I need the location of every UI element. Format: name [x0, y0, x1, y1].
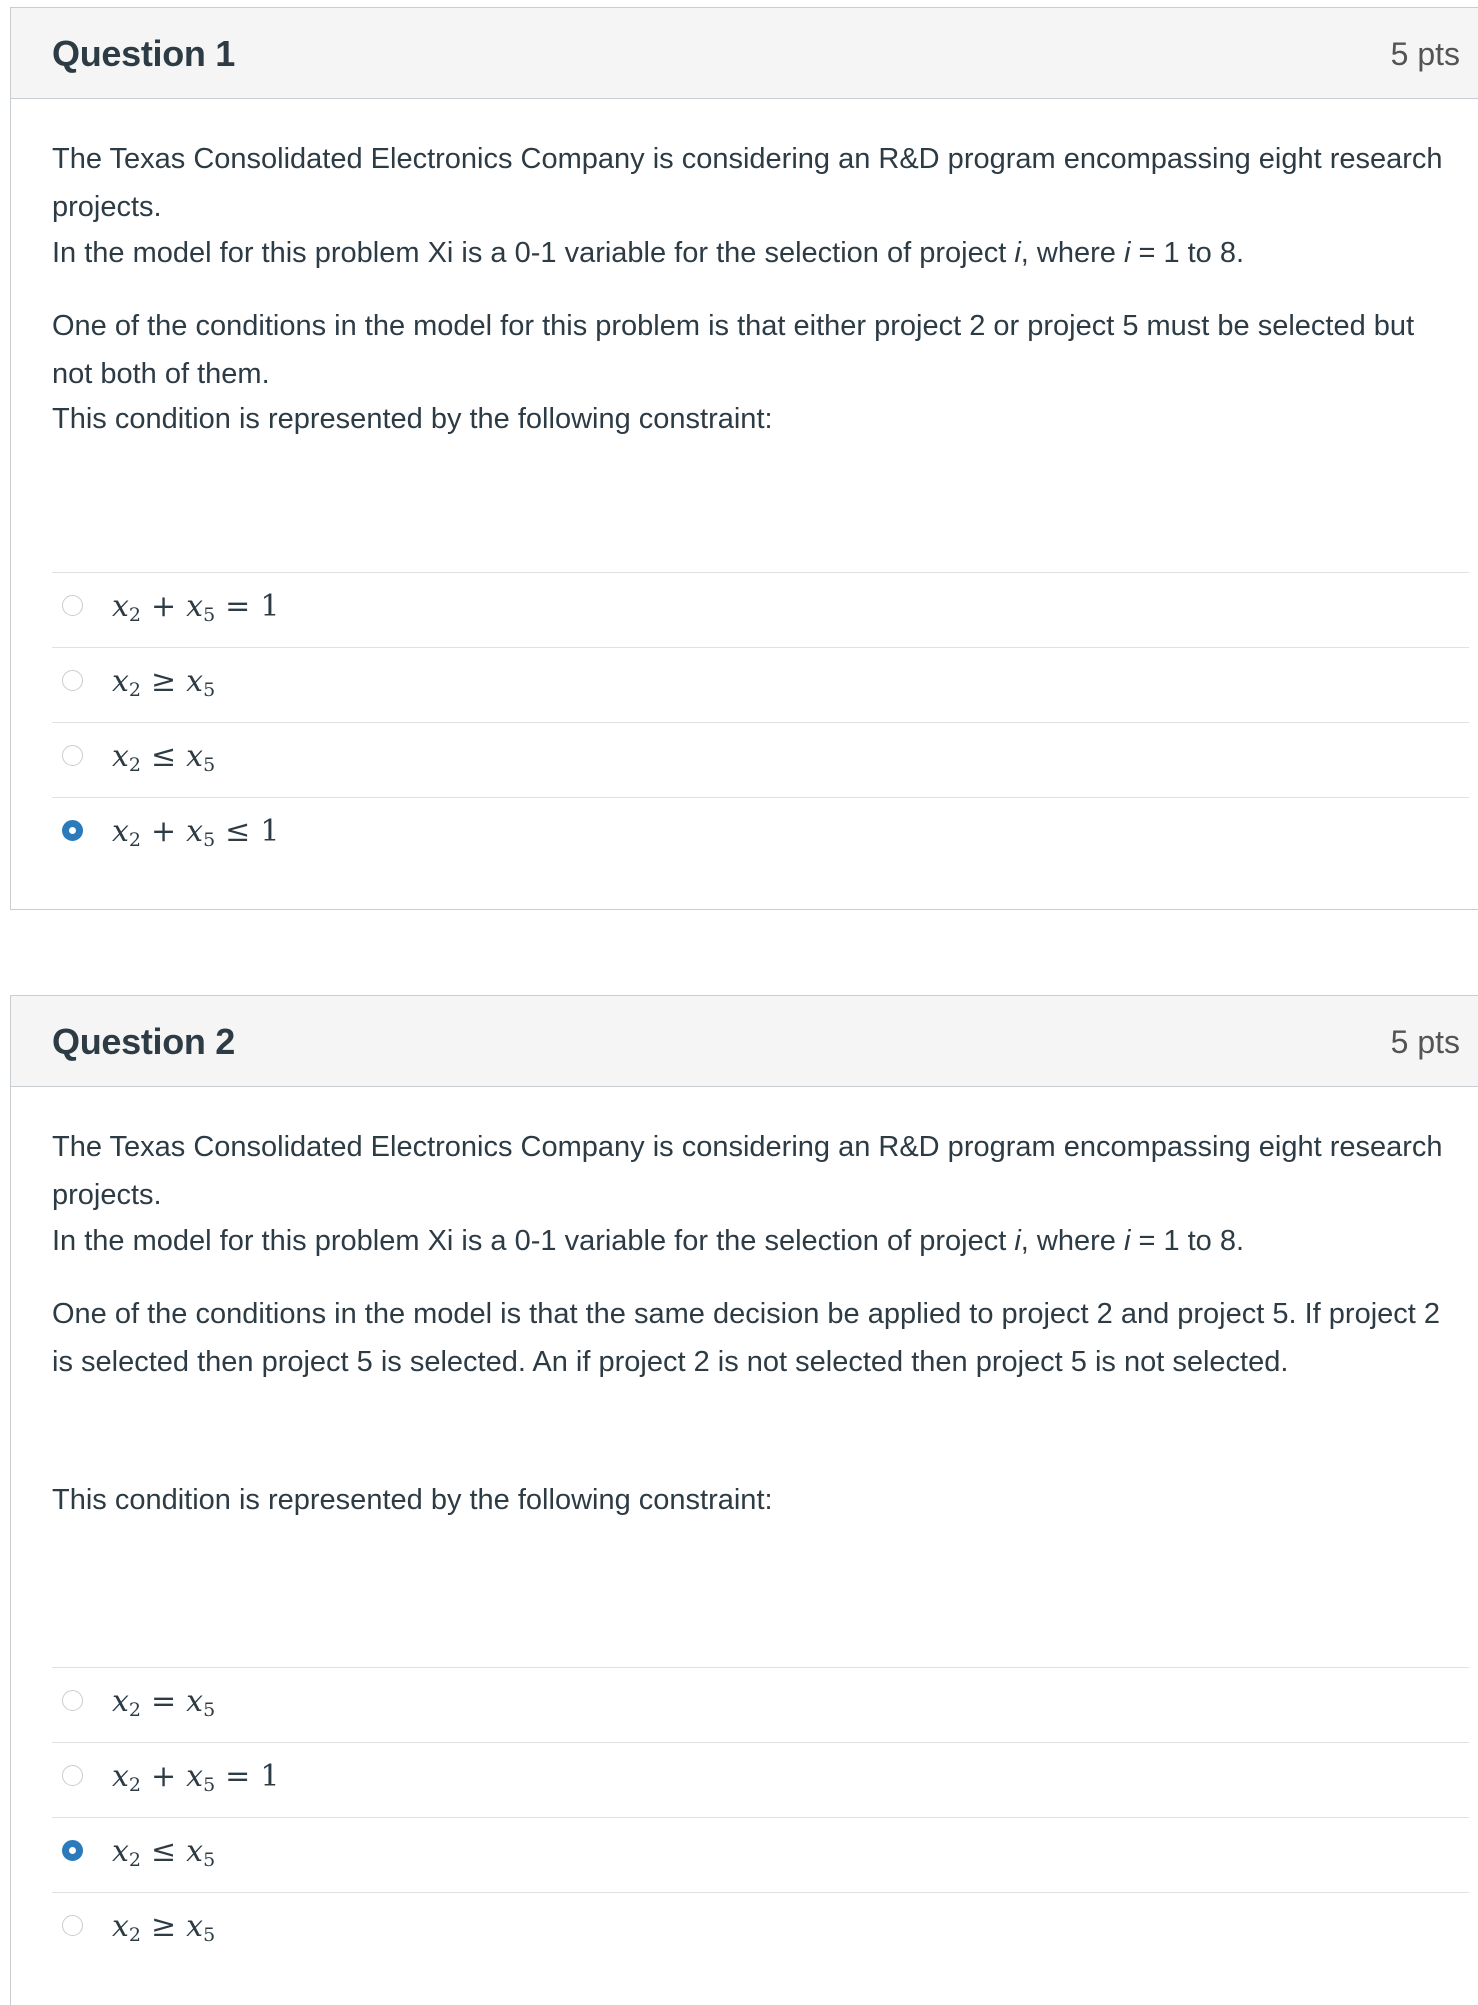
- answer-list: [52, 1667, 1469, 1967]
- math-var: x: [112, 739, 129, 774]
- answer-formula: [112, 1834, 215, 1871]
- math-sub: 2: [128, 1699, 142, 1721]
- math-op: +: [151, 589, 177, 624]
- radio-button-selected[interactable]: [62, 820, 83, 841]
- radio-button[interactable]: [62, 595, 83, 616]
- answer-option[interactable]: [52, 1742, 1469, 1817]
- radio-button[interactable]: [62, 1690, 83, 1711]
- math-op: +: [151, 1759, 177, 1794]
- question-text-model: [52, 229, 1462, 277]
- math-var: x: [186, 1909, 204, 1944]
- question-text-condition: One of the conditions in the model is that the same decision be applied to project 2 and project 5. If project 2 is selected then project 5 is selected. An if project 2 is not selected then project 5 is not selected.: [52, 1298, 1441, 1378]
- question-header: [11, 8, 1478, 99]
- math-var: x: [112, 589, 129, 624]
- math-sub: 2: [128, 1924, 142, 1946]
- math-op: ≥: [151, 664, 177, 699]
- math-op: ≥: [151, 1909, 177, 1944]
- math-const: 1: [260, 814, 280, 849]
- math-sub: 5: [203, 1924, 216, 1946]
- text-italic: i: [1123, 237, 1131, 269]
- answer-option[interactable]: [52, 722, 1469, 797]
- math-sub: 2: [128, 679, 142, 701]
- text-span: In the model for this problem Xi is a 0-1 variable for the selection of project: [52, 237, 1015, 269]
- text-span: , where: [1020, 1225, 1124, 1257]
- answer-formula: [112, 664, 215, 701]
- math-var: x: [112, 1759, 129, 1794]
- math-sub: 2: [128, 754, 142, 776]
- math-var: x: [186, 1684, 204, 1719]
- question-text-intro: The Texas Consolidated Electronics Company is considering an R&D program encompassing eight research projects.: [52, 143, 1443, 223]
- math-sub: 5: [203, 1849, 216, 1871]
- radio-button-selected[interactable]: [62, 1840, 83, 1861]
- radio-button[interactable]: [62, 745, 83, 766]
- math-op: ≤: [225, 814, 251, 849]
- question-title: Question 2: [52, 1021, 236, 1062]
- radio-button[interactable]: [62, 1915, 83, 1936]
- math-sub: 5: [203, 754, 216, 776]
- answer-formula: [112, 814, 279, 851]
- text-italic: i: [1014, 1225, 1021, 1257]
- math-var: x: [186, 664, 204, 699]
- answer-formula: [112, 1684, 215, 1721]
- answer-option[interactable]: [52, 797, 1469, 872]
- answer-option[interactable]: [52, 572, 1469, 647]
- math-sub: 5: [203, 604, 216, 626]
- question-points: 5 pts: [1390, 36, 1460, 72]
- math-op: =: [151, 1684, 177, 1719]
- math-var: x: [186, 589, 204, 624]
- math-const: 1: [260, 1759, 280, 1794]
- question-text-intro: The Texas Consolidated Electronics Company is considering an R&D program encompassing eight research projects.: [52, 1131, 1443, 1211]
- math-sub: 2: [128, 604, 142, 626]
- text-italic: i: [1014, 237, 1021, 269]
- question-points: 5 pts: [1390, 1024, 1460, 1060]
- question-2: [10, 995, 1478, 2005]
- answer-list: [52, 572, 1469, 872]
- math-var: x: [186, 739, 204, 774]
- answer-formula: [112, 1759, 279, 1796]
- text-italic: i: [1123, 1225, 1131, 1257]
- question-1: [10, 7, 1478, 910]
- answer-option[interactable]: [52, 1667, 1469, 1742]
- question-text-condition: One of the conditions in the model for this problem is that either project 2 or project 5 must be selected but not both of them.: [52, 310, 1415, 390]
- math-sub: 2: [128, 1849, 142, 1871]
- math-var: x: [112, 664, 129, 699]
- math-var: x: [112, 814, 129, 849]
- math-op: +: [151, 814, 177, 849]
- math-var: x: [186, 1759, 204, 1794]
- answer-formula: [112, 1909, 215, 1946]
- question-header: [11, 996, 1478, 1087]
- question-title: Question 1: [52, 33, 236, 74]
- answer-option[interactable]: [52, 1892, 1469, 1967]
- math-var: x: [112, 1909, 129, 1944]
- text-span: = 1 to 8.: [1130, 1225, 1245, 1257]
- math-sub: 5: [203, 829, 216, 851]
- math-sub: 5: [203, 679, 216, 701]
- math-sub: 5: [203, 1699, 216, 1721]
- question-text-prompt: This condition is represented by the following constraint:: [52, 1484, 773, 1516]
- math-op: ≤: [151, 739, 177, 774]
- text-span: , where: [1020, 237, 1124, 269]
- math-op: =: [225, 589, 251, 624]
- radio-button[interactable]: [62, 1765, 83, 1786]
- math-var: x: [112, 1834, 129, 1869]
- math-var: x: [186, 814, 204, 849]
- math-op: =: [225, 1759, 251, 1794]
- answer-formula: [112, 739, 215, 776]
- math-sub: 2: [128, 829, 142, 851]
- radio-button[interactable]: [62, 670, 83, 691]
- answer-option[interactable]: [52, 1817, 1469, 1892]
- math-op: ≤: [151, 1834, 177, 1869]
- answer-formula: [112, 589, 279, 626]
- text-span: = 1 to 8.: [1130, 237, 1245, 269]
- answer-option[interactable]: [52, 647, 1469, 722]
- math-const: 1: [260, 589, 280, 624]
- math-var: x: [112, 1684, 129, 1719]
- math-var: x: [186, 1834, 204, 1869]
- math-sub: 5: [203, 1774, 216, 1796]
- text-span: In the model for this problem Xi is a 0-1 variable for the selection of project: [52, 1225, 1015, 1257]
- math-sub: 2: [128, 1774, 142, 1796]
- question-text-prompt: This condition is represented by the following constraint:: [52, 403, 773, 435]
- question-text-model: [52, 1217, 1462, 1265]
